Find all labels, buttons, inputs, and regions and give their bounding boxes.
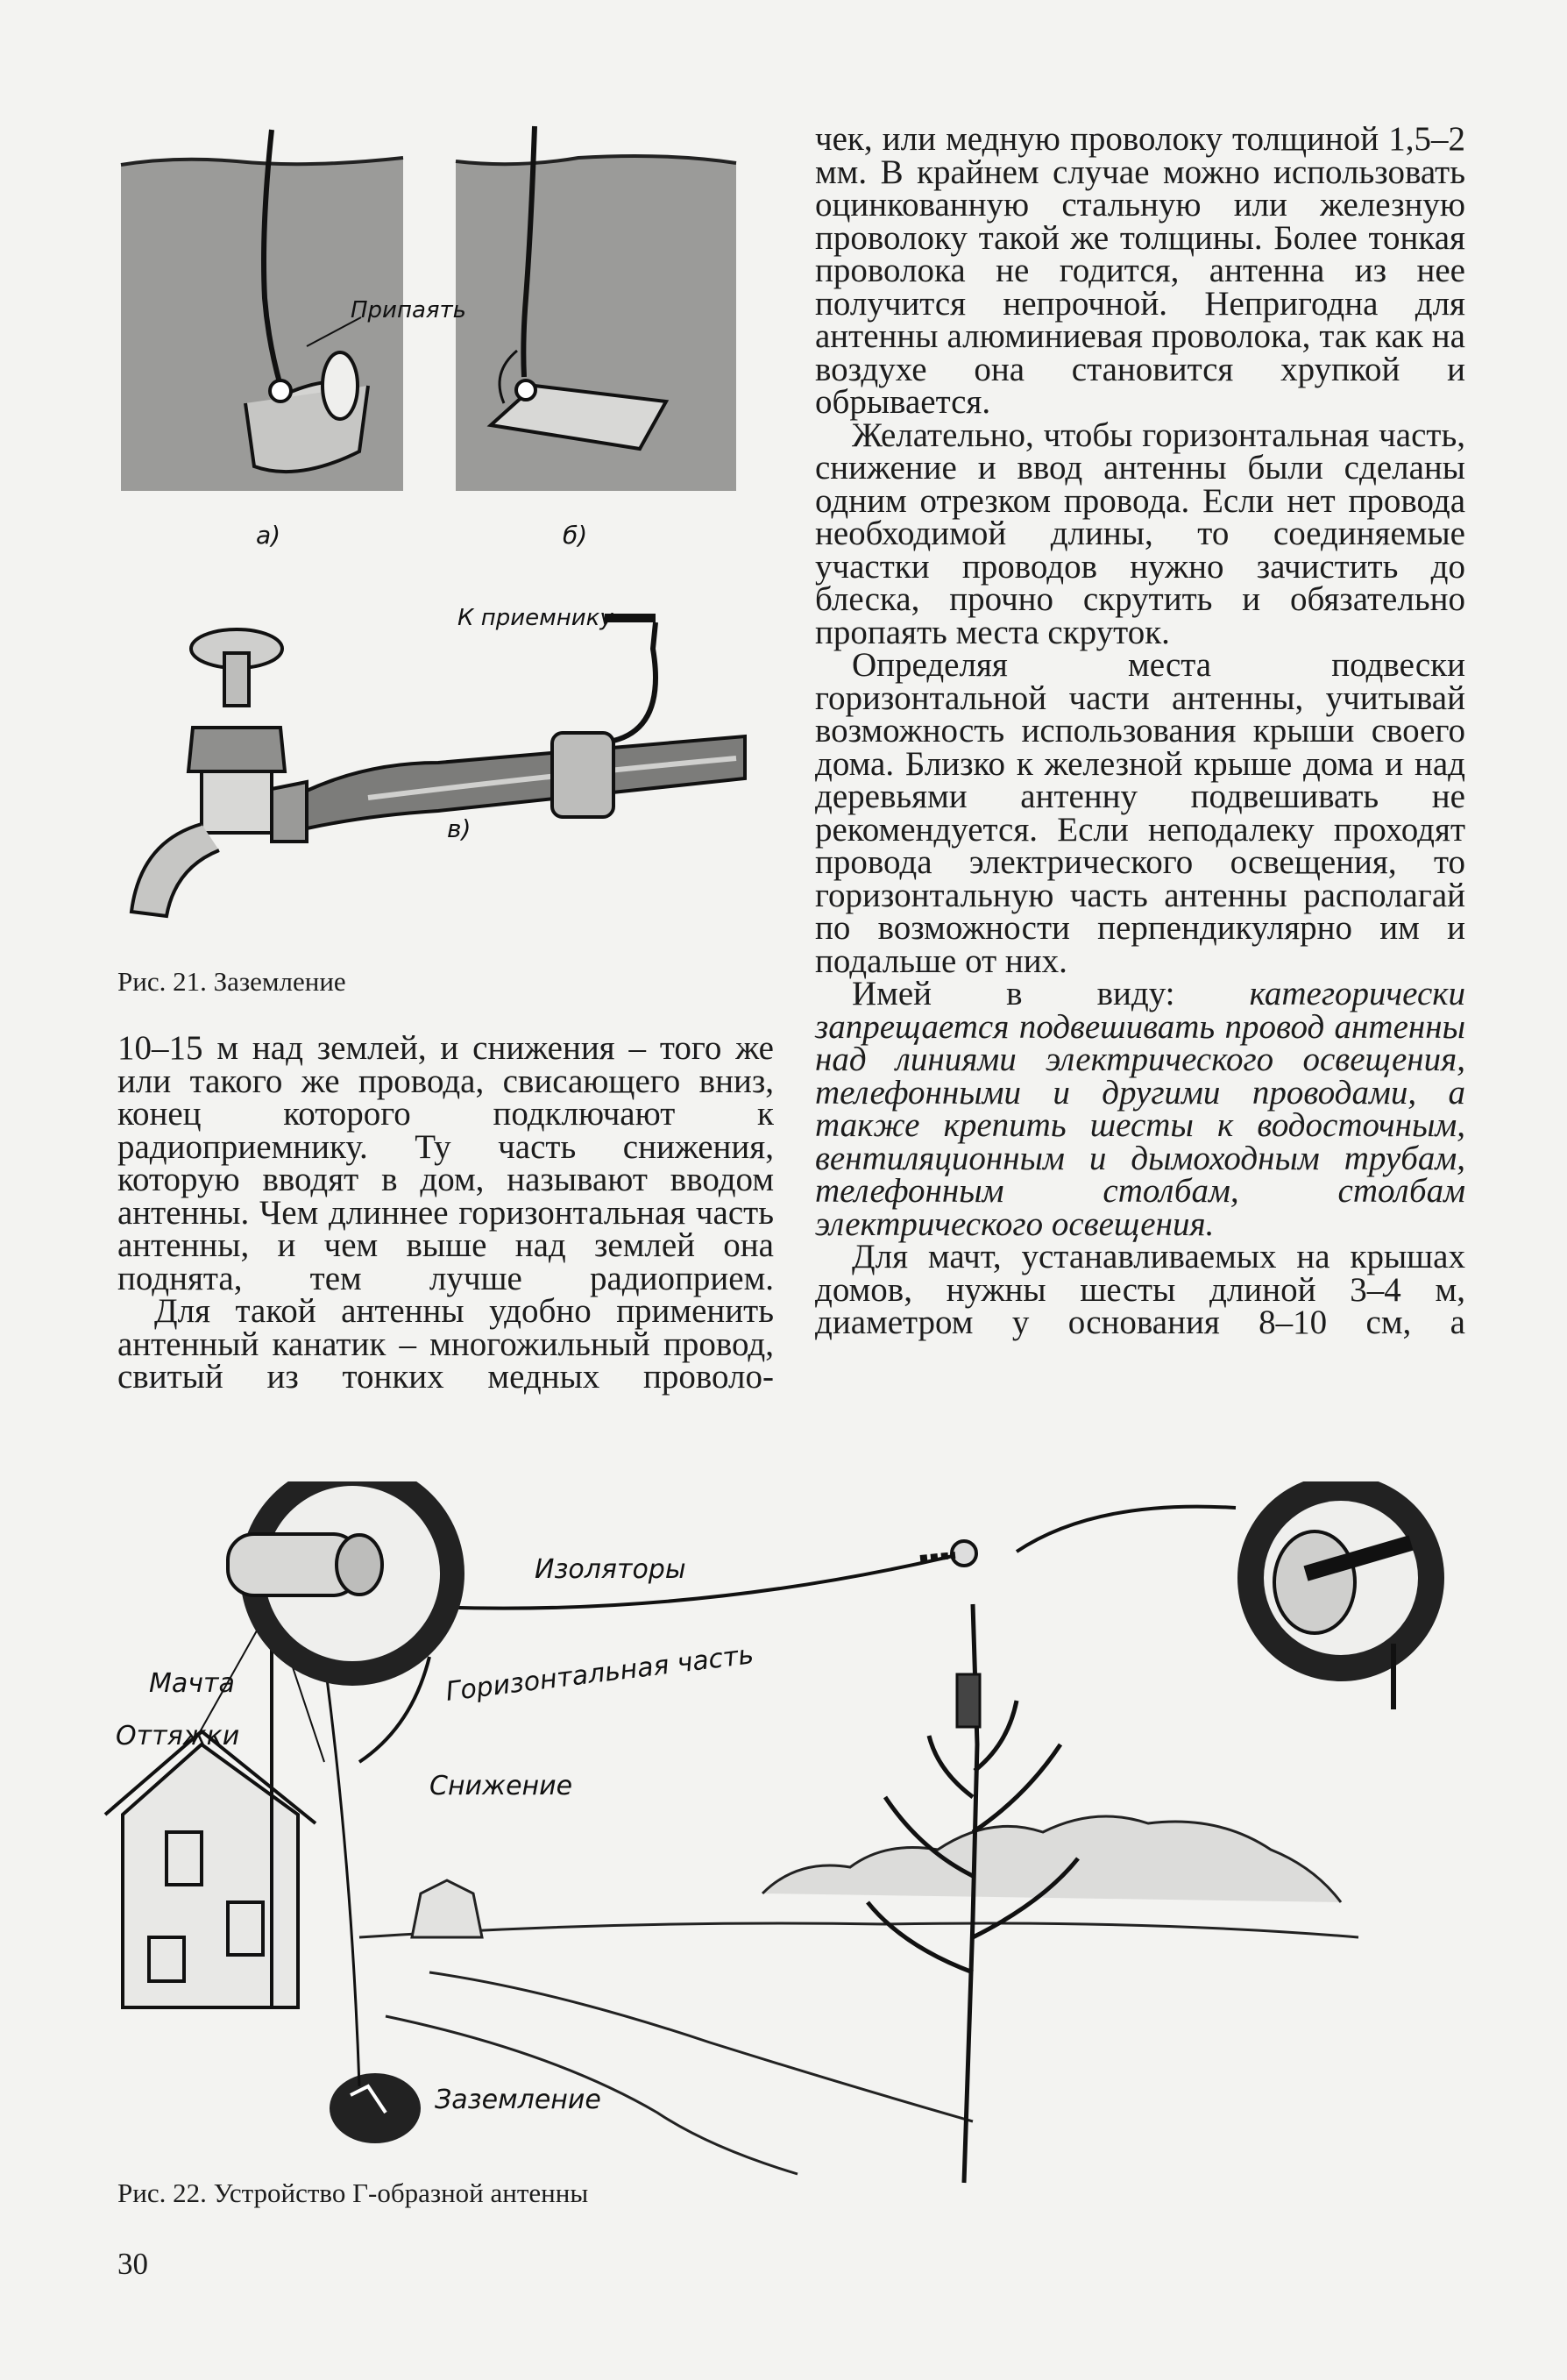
fig21-panel-v (131, 618, 745, 916)
label-pripayat: Припаять (351, 297, 466, 323)
label-machta: Мачта (149, 1668, 235, 1699)
fig21-caption: Рис. 21. Заземление (117, 966, 346, 997)
label-zazemlenie: Заземление (435, 2085, 601, 2115)
right-paragraph-1: чек, или медную проволоку толщиной 1,5–2 мм. В крайнем случае можно использовать оцинкованную стальную или железную проволоку такой же толщины. Более тонкая проволока не годится, антенна из нее получится непрочной. Непригодна для антенны алюминиевая проволока, так как на воздухе она становится хрупкой и обрывается. (815, 120, 1465, 421)
fig22-inset-right (1017, 1481, 1444, 1709)
figure-21-grounding (105, 123, 771, 929)
page-number: 30 (117, 2247, 148, 2281)
label-izolyatory: Изоляторы (535, 1554, 686, 1585)
label-a: а) (256, 521, 281, 550)
label-gorizontalnaya: Горизонтальная часть (443, 1639, 755, 1708)
right-paragraph-5: Для мачт, устанавливаемых на крышах домов, нужны шесты длиной 3–4 м, диаметром у основания 8–10 см, а (815, 1238, 1465, 1341)
ground-blob (330, 2073, 421, 2143)
right-paragraph-2: Желательно, чтобы горизонтальная часть, снижение и ввод антенны были сделаны одним отрезком провода. Если нет провода необходимой длины, то соединяемые участки проводов нужно зачистить до блеска, прочно скрутить и обязательно пропаять места скруток. (815, 416, 1465, 651)
right-paragraph-3: Определяя места подвески горизонтальной части антенны, учитывай возможность использования крыши своего дома. Близко к железной крыше дома и над деревьями антенну подвешивать не рекомендуется. Если неподалеку проходят провода электрического освещения, то горизонтальную часть антенны располагай по возможности перпендикулярно им и подальше от них. (815, 646, 1465, 980)
left-paragraph-2: Для такой антенны удобно применить антенный канатик – многожильный провод, свитый из тонких медных проволо- (117, 1292, 774, 1396)
label-ottyazhki: Оттяжки (116, 1721, 240, 1751)
right-column (815, 120, 1465, 1341)
fig22-inset-left (228, 1481, 464, 1762)
warning-text: категорически запрещается подвешивать провод антенны над линиями электрического освещения, телефонными и другими проводами, а также крепить шесты к водосточным, вентиляционным и дымоходным трубам, телефонным столбам, столбам электрического освещения. (815, 975, 1465, 1243)
left-paragraph-1: 10–15 м над землей, и снижения – того же или такого же провода, свисающего вниз, конец которого подключают к радиоприемнику. Ту часть снижения, которую вводят в дом, называют вводом антенны. Чем длиннее горизонтальная часть антенны, и чем выше над землей она поднята, тем лучше радиоприем. (117, 1029, 774, 1297)
fig21-panel-b (456, 126, 736, 491)
fig22-landscape (359, 1816, 1358, 2174)
label-v: в) (447, 814, 472, 843)
left-column (117, 1029, 774, 1396)
warning-lead: Имей в виду: (852, 975, 1250, 1012)
label-b: б) (563, 521, 588, 550)
label-snizhenie: Снижение (429, 1771, 573, 1801)
figure-22-antenna (96, 1481, 1499, 2192)
right-paragraph-4 (815, 975, 1465, 1243)
label-k-priemniku: К приемнику (457, 605, 613, 631)
fig22-caption: Рис. 22. Устройство Г-образной антенны (117, 2178, 589, 2208)
